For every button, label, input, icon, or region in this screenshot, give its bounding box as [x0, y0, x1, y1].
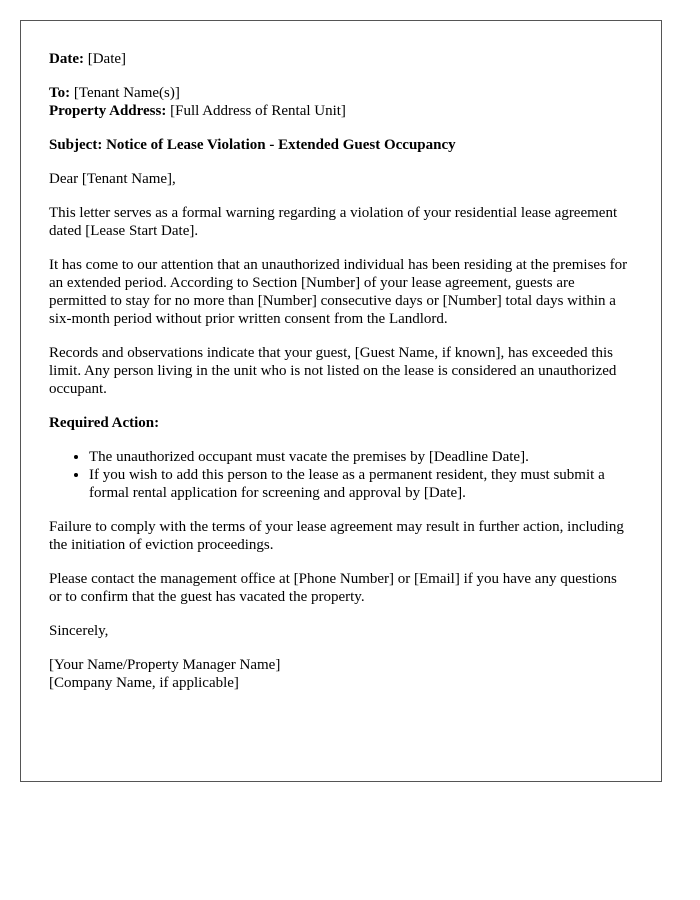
required-action-heading: Required Action: [49, 415, 160, 431]
salutation: Dear [Tenant Name], [49, 171, 176, 187]
required-action-list [49, 448, 632, 502]
list-item: • If you wish to add this person to the lease as a permanent resident, they must submit a formal rental application for screening and approval by [Date]. [89, 466, 632, 502]
body-paragraph: Failure to comply with the terms of your lease agreement may result in further action, including the initiation of eviction proceedings. [49, 519, 624, 553]
recipient-block: To: [Tenant Name(s)] Property Address: [Full Address of Rental Unit] [49, 85, 346, 119]
letter-page [20, 20, 662, 782]
date-line: Date: [Date] [49, 51, 127, 67]
body-paragraph: Records and observations indicate that your guest, [Guest Name, if known], has exceeded this limit. Any person living in the unit who is not listed on the lease is considered an unauthorized occupant. [49, 345, 617, 397]
body-paragraph: Please contact the management office at [Phone Number] or [Email] if you have any questions or to confirm that the guest has vacated the property. [49, 571, 617, 605]
body-paragraph: This letter serves as a formal warning regarding a violation of your residential lease agreement dated [Lease Start Date]. [49, 205, 618, 239]
subject-line: Subject: Notice of Lease Violation - Extended Guest Occupancy [49, 137, 456, 153]
list-item: • The unauthorized occupant must vacate the premises by [Deadline Date]. [89, 448, 632, 466]
signature-block: [Your Name/Property Manager Name] [Company Name, if applicable] [49, 657, 281, 691]
signoff: Sincerely, [49, 623, 109, 639]
body-paragraph: It has come to our attention that an unauthorized individual has been residing at the premises for an extended period. According to Section [Number] of your lease agreement, guests are permitted to stay for no more than [Number] consecutive days or [Number] total days within a six-month period without prior written consent from the Landlord. [49, 257, 628, 327]
